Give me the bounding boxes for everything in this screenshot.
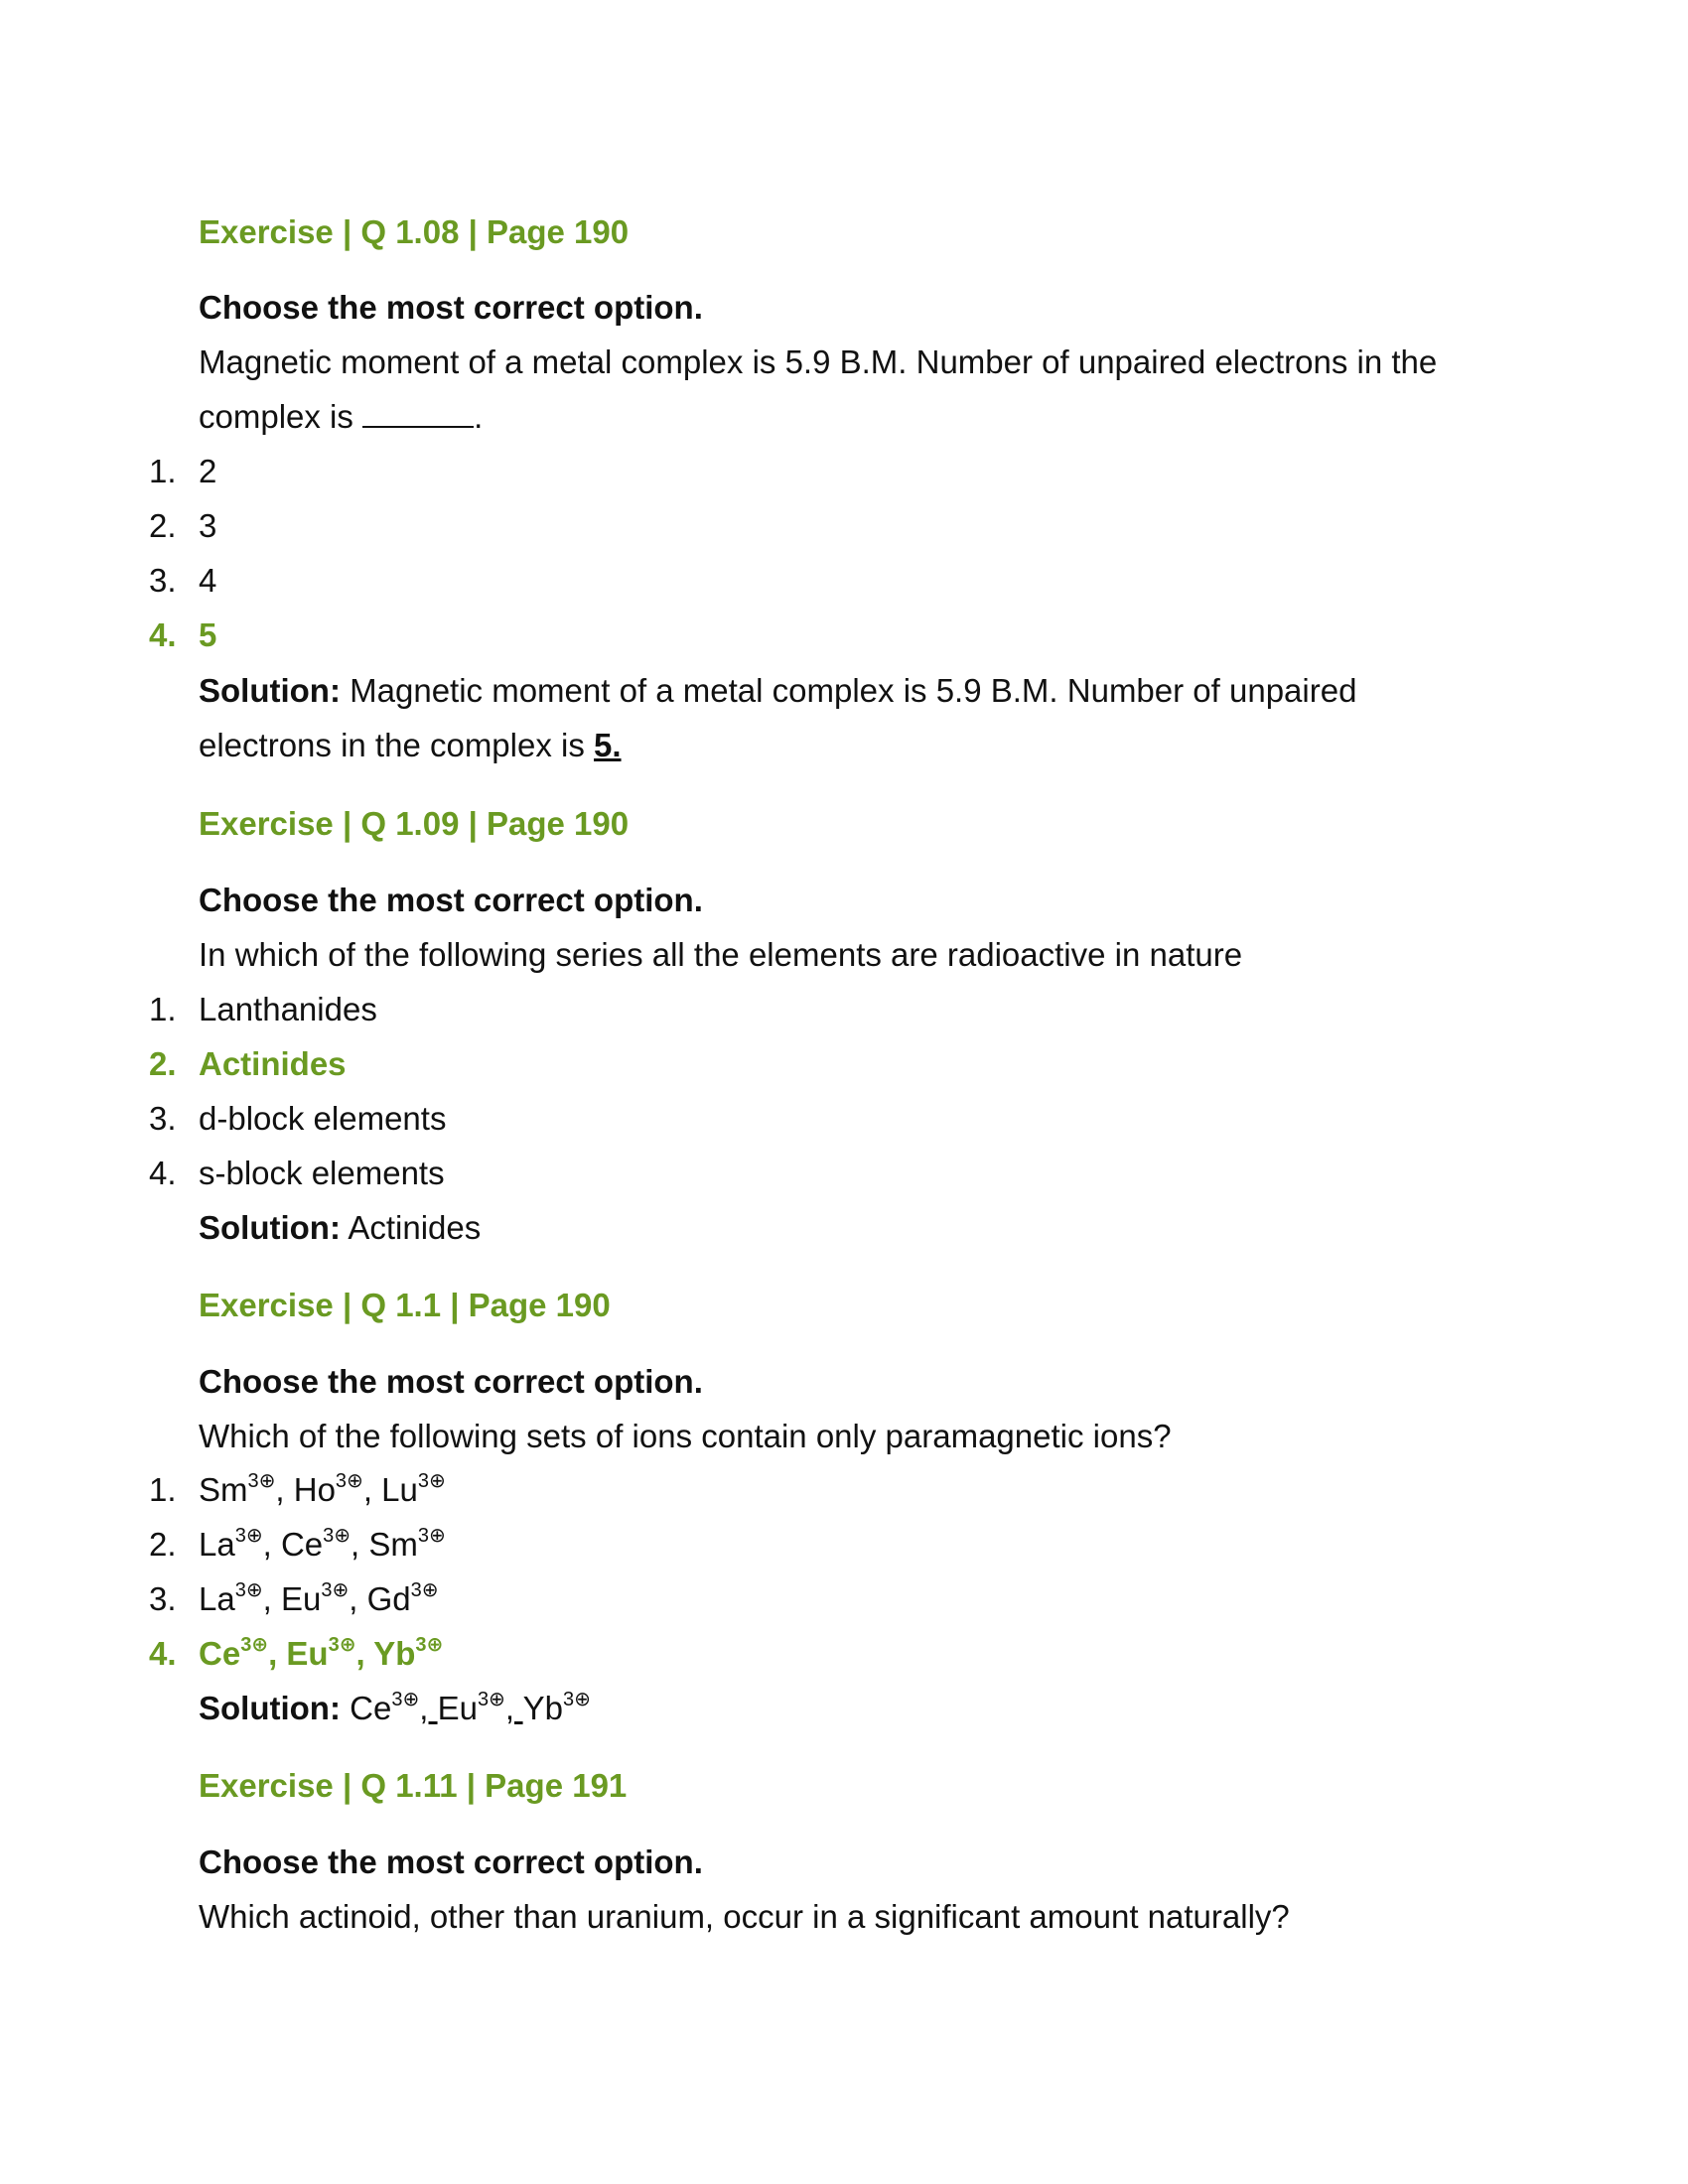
option-1-08-1	[0, 452, 1688, 491]
question-prompt-1-11: Choose the most correct option.	[199, 1843, 703, 1880]
option-text: 5	[199, 616, 217, 653]
solution-answer: 5.	[594, 727, 622, 763]
solution-1-08	[199, 663, 1489, 772]
option-1-08-3	[0, 561, 1688, 601]
ion-symbol: Yb	[522, 1690, 563, 1726]
ion-separator: ,	[349, 1580, 367, 1617]
ion-separator: ,	[262, 1526, 281, 1563]
ion-symbol: La	[199, 1526, 235, 1563]
ion-charge: 3⊕	[477, 1689, 505, 1710]
ion-charge: 3⊕	[417, 1470, 446, 1492]
ion-symbol: Eu	[286, 1635, 329, 1672]
option-1-08-4-correct	[0, 615, 1688, 655]
solution-text-line2: electrons in the complex is	[199, 727, 585, 763]
option-number: 2.	[149, 1045, 177, 1082]
question-text-1-11: Which actinoid, other than uranium, occur in a significant amount naturally?	[199, 1898, 1290, 1935]
question-text-1-08-line1: Magnetic moment of a metal complex is 5.9 B.M. Number of unpaired electrons in the	[199, 343, 1438, 380]
solution-text: Actinides	[348, 1209, 482, 1246]
ion-symbol: Lu	[381, 1471, 418, 1508]
option-number: 3.	[149, 1580, 177, 1617]
ion-symbol: Eu	[437, 1690, 478, 1726]
ion-charge: 3⊕	[417, 1525, 446, 1547]
option-1-09-4	[0, 1154, 1688, 1193]
solution-1-1	[199, 1689, 591, 1728]
option-number: 4.	[149, 1155, 177, 1191]
option-ions	[199, 1579, 438, 1619]
solution-label: Solution:	[199, 1690, 341, 1726]
option-1-1-2	[0, 1525, 1688, 1565]
option-1-09-2-correct	[0, 1044, 1688, 1084]
option-number: 1.	[149, 1471, 177, 1508]
ion-separator: ,	[504, 1690, 523, 1726]
option-text: Actinides	[199, 1045, 347, 1082]
question-text-1-09: In which of the following series all the elements are radioactive in nature	[199, 936, 1243, 973]
option-number: 4.	[149, 1635, 177, 1672]
question-heading-1-11: Exercise | Q 1.11 | Page 191	[199, 1767, 628, 1804]
ion-separator: ,	[351, 1526, 369, 1563]
option-text: 3	[199, 507, 217, 544]
option-text: 4	[199, 562, 217, 599]
option-text: d-block elements	[199, 1100, 447, 1137]
question-prompt-1-1: Choose the most correct option.	[199, 1363, 703, 1400]
solution-1-09	[199, 1208, 481, 1248]
option-ions	[199, 1634, 443, 1674]
question-heading-1-09: Exercise | Q 1.09 | Page 190	[199, 805, 630, 842]
ion-symbol: Eu	[280, 1580, 322, 1617]
option-1-1-1	[0, 1470, 1688, 1510]
ion-symbol: Ce	[350, 1690, 392, 1726]
ion-separator: ,	[262, 1580, 281, 1617]
option-text: s-block elements	[199, 1155, 445, 1191]
option-number: 1.	[149, 991, 177, 1027]
question-text-1-1: Which of the following sets of ions contain only paramagnetic ions?	[199, 1418, 1172, 1454]
ion-charge: 3⊕	[415, 1634, 444, 1656]
ion-separator: ,	[275, 1471, 294, 1508]
option-text: 2	[199, 453, 217, 489]
ion-separator: ,	[362, 1471, 382, 1508]
ion-charge: 3⊕	[234, 1525, 263, 1547]
ion-charge: 3⊕	[391, 1689, 420, 1710]
ion-symbol: Sm	[199, 1471, 248, 1508]
solution-text-line1: Magnetic moment of a metal complex is 5.9 B.M. Number of unpaired	[350, 672, 1357, 709]
option-1-08-2	[0, 506, 1688, 546]
ion-charge: 3⊕	[328, 1634, 356, 1656]
ion-charge: 3⊕	[240, 1634, 269, 1656]
option-number: 1.	[149, 453, 177, 489]
solution-label: Solution:	[199, 672, 341, 709]
ion-symbol: Sm	[368, 1526, 418, 1563]
option-1-1-3	[0, 1579, 1688, 1619]
option-text: Lanthanides	[199, 991, 377, 1027]
ion-symbol: La	[199, 1580, 235, 1617]
option-number: 2.	[149, 507, 177, 544]
ion-symbol: Ce	[280, 1526, 324, 1563]
ion-separator: ,	[355, 1635, 374, 1672]
option-number: 3.	[149, 1100, 177, 1137]
question-prompt-1-09: Choose the most correct option.	[199, 882, 703, 918]
question-text-1-08-lead: complex is	[199, 398, 353, 435]
option-ions	[199, 1470, 446, 1510]
ion-separator: ,	[268, 1635, 287, 1672]
option-number: 2.	[149, 1526, 177, 1563]
ion-symbol: Gd	[366, 1580, 411, 1617]
ion-charge: 3⊕	[562, 1689, 591, 1710]
ion-symbol: Ce	[199, 1635, 241, 1672]
question-heading-1-08: Exercise | Q 1.08 | Page 190	[199, 213, 630, 250]
ion-symbol: Yb	[373, 1635, 416, 1672]
question-prompt-1-08: Choose the most correct option.	[199, 289, 703, 326]
option-1-09-3	[0, 1099, 1688, 1139]
option-1-1-4-correct	[0, 1634, 1688, 1674]
ion-symbol: Ho	[293, 1471, 336, 1508]
question-text-1-08-line2	[199, 397, 483, 437]
ion-separator: ,	[419, 1690, 438, 1726]
option-number: 4.	[149, 616, 177, 653]
ion-charge: 3⊕	[410, 1579, 439, 1601]
answer-blank	[362, 400, 474, 428]
option-number: 3.	[149, 562, 177, 599]
option-1-09-1	[0, 990, 1688, 1029]
ion-charge: 3⊕	[321, 1579, 350, 1601]
ion-charge: 3⊕	[247, 1470, 276, 1492]
solution-label: Solution:	[199, 1209, 341, 1246]
question-heading-1-1: Exercise | Q 1.1 | Page 190	[199, 1287, 611, 1323]
ion-charge: 3⊕	[323, 1525, 352, 1547]
ion-charge: 3⊕	[234, 1579, 263, 1601]
ion-charge: 3⊕	[335, 1470, 363, 1492]
question-text-1-08-end: .	[474, 398, 484, 435]
option-ions	[199, 1525, 446, 1565]
